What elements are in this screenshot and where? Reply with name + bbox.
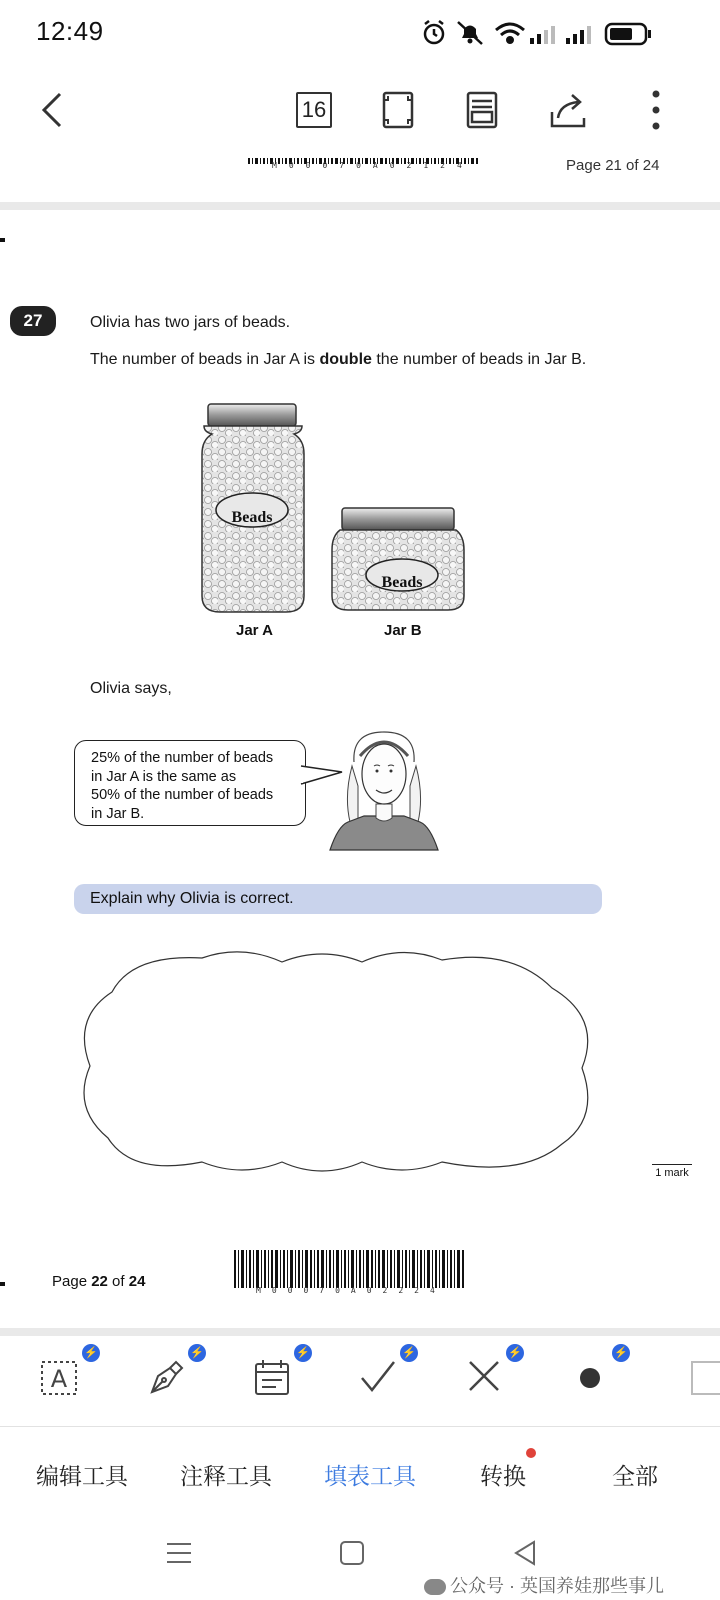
- answer-area[interactable]: [72, 948, 608, 1180]
- ai-badge-icon: ⚡: [506, 1344, 524, 1362]
- notification-dot: [526, 1448, 536, 1458]
- previous-page-strip: [0, 158, 720, 206]
- dot-icon: [568, 1354, 612, 1398]
- page-footer: Page 22 of 24: [52, 1273, 146, 1290]
- back-nav-icon[interactable]: [510, 1538, 540, 1568]
- speech-line-2: in Jar A is the same as: [91, 768, 237, 785]
- jar-a-label-text: Beads: [231, 509, 273, 526]
- question-number-badge: 27: [10, 306, 56, 336]
- calendar-icon: [250, 1354, 294, 1398]
- footer-barcode-text: M00070A02224: [256, 1286, 446, 1295]
- jar-a-caption: Jar A: [236, 622, 273, 639]
- ai-badge-icon: ⚡: [612, 1344, 630, 1362]
- check-icon: [356, 1354, 400, 1398]
- explain-prompt: Explain why Olivia is correct.: [74, 884, 602, 914]
- tab-convert[interactable]: 转换: [480, 1463, 526, 1489]
- watermark: 公众号 · 英国养娃那些事儿: [424, 1572, 664, 1598]
- page-gap: [0, 202, 720, 210]
- question-line-2: The number of beads in Jar A is double the number of beads in Jar B.: [90, 351, 587, 368]
- status-icons: [420, 18, 660, 48]
- tab-all[interactable]: 全部: [612, 1463, 658, 1489]
- tab-annotate-tools[interactable]: 注释工具: [180, 1463, 272, 1489]
- svg-text:A: A: [50, 1365, 68, 1393]
- cross-icon: [462, 1354, 506, 1398]
- more-tools-partial[interactable]: [676, 1354, 720, 1398]
- question-line-1: Olivia has two jars of beads.: [90, 314, 291, 331]
- status-time: 12:49: [36, 16, 104, 46]
- dot-tool[interactable]: [568, 1347, 628, 1398]
- prev-barcode-text: M00070A02124: [272, 161, 474, 170]
- jar-b-label-text: Beads: [381, 574, 423, 591]
- battery-icon: [606, 24, 651, 44]
- check-tool[interactable]: [356, 1347, 416, 1398]
- jar-b-caption: Jar B: [384, 622, 422, 639]
- text-box-icon: [38, 1354, 82, 1398]
- jar-b-icon: [332, 508, 464, 610]
- speech-line-4: in Jar B.: [91, 805, 145, 822]
- menu-nav-icon[interactable]: [164, 1538, 194, 1568]
- wifi-icon: [496, 24, 524, 43]
- fullscreen-icon[interactable]: [376, 88, 420, 132]
- olivia-says: Olivia says,: [90, 680, 172, 697]
- page-layout-icon[interactable]: [460, 88, 504, 132]
- signal-icon-1: [530, 26, 555, 44]
- speech-line-3: 50% of the number of beads: [91, 787, 274, 803]
- page-edge-mark-bottom: [0, 1282, 5, 1286]
- cross-tool[interactable]: [462, 1347, 522, 1398]
- signal-icon-2: [566, 26, 591, 44]
- jar-a-icon: [202, 404, 304, 612]
- share-icon[interactable]: [546, 88, 590, 132]
- text-box-tool[interactable]: [38, 1347, 98, 1398]
- back-icon[interactable]: [34, 88, 78, 132]
- page-jump-button[interactable]: 16: [296, 92, 332, 128]
- ai-badge-icon: ⚡: [188, 1344, 206, 1362]
- footer-barcode: [234, 1250, 470, 1290]
- speech-line-1: 25% of the number of beads: [91, 750, 274, 766]
- mute-icon: [458, 22, 482, 44]
- ai-badge-icon: ⚡: [294, 1344, 312, 1362]
- pen-tool[interactable]: [144, 1347, 204, 1398]
- alarm-icon: [425, 21, 443, 43]
- ai-badge-icon: ⚡: [400, 1344, 418, 1362]
- girl-illustration: [324, 726, 444, 856]
- ai-badge-icon: ⚡: [82, 1344, 100, 1362]
- form-tool[interactable]: [250, 1347, 310, 1398]
- prev-page-label: Page 21 of 24: [566, 157, 660, 174]
- tab-edit-tools[interactable]: 编辑工具: [36, 1463, 128, 1489]
- page-gap-bottom: [0, 1328, 720, 1336]
- square-icon: [676, 1354, 720, 1398]
- page-edge-mark: [0, 238, 5, 242]
- home-nav-icon[interactable]: [338, 1538, 366, 1568]
- pen-icon: [144, 1354, 188, 1398]
- more-icon[interactable]: [634, 88, 678, 132]
- tab-fill-tools[interactable]: 填表工具: [324, 1463, 416, 1489]
- tools-divider: [0, 1426, 720, 1427]
- speech-bubble: [74, 740, 306, 826]
- mark-label: 1 mark: [652, 1164, 692, 1179]
- wechat-icon: [424, 1579, 446, 1595]
